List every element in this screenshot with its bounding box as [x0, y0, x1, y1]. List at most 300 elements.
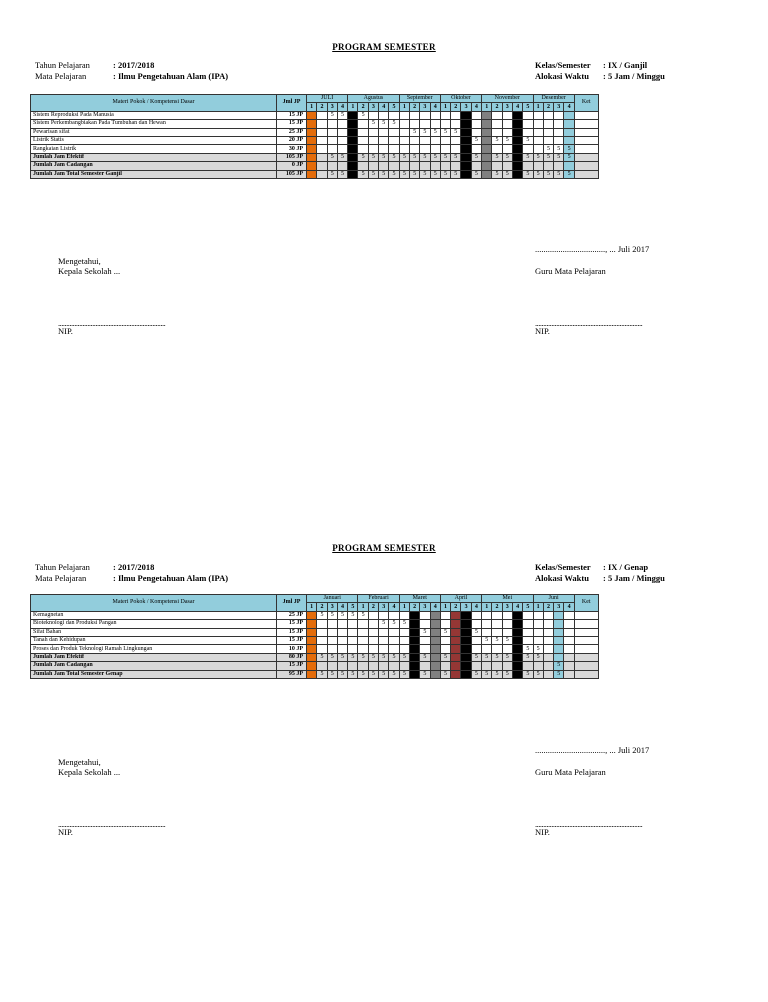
week-cell: 5	[533, 170, 543, 178]
week-cell: 5	[533, 153, 543, 161]
date-line: ................................., ... Juli 2017	[535, 745, 650, 755]
materi-cell: Jumlah Jam Cadangan	[31, 662, 277, 670]
week-cell: 5	[348, 670, 358, 678]
jp-cell: 15 JP	[277, 111, 307, 119]
week-cell	[471, 611, 481, 619]
week-cell	[533, 636, 543, 644]
week-cell	[564, 636, 574, 644]
week-cell	[348, 645, 358, 653]
materi-cell: Rangkaian Listrik	[31, 145, 277, 153]
month-header: Maret	[399, 595, 440, 603]
nip-right: NIP.	[535, 827, 550, 837]
week-cell	[502, 620, 512, 628]
week-cell	[533, 628, 543, 636]
week-cell	[554, 645, 564, 653]
week-cell	[440, 611, 450, 619]
week-cell	[389, 636, 399, 644]
week-cell	[307, 628, 317, 636]
ket-cell	[574, 645, 598, 653]
month-header: Februari	[358, 595, 399, 603]
week-cell	[523, 662, 533, 670]
week-cell	[461, 611, 471, 619]
week-cell	[502, 645, 512, 653]
week-cell	[420, 636, 430, 644]
week-cell: 5	[502, 153, 512, 161]
week-cell	[420, 620, 430, 628]
week-header: 2	[492, 603, 502, 611]
week-cell	[482, 620, 492, 628]
week-cell	[420, 645, 430, 653]
week-cell: 5	[368, 670, 378, 678]
jp-cell: 25 JP	[277, 611, 307, 619]
week-cell	[533, 611, 543, 619]
week-cell	[337, 636, 347, 644]
week-cell: 5	[543, 170, 553, 178]
week-cell: 5	[502, 670, 512, 678]
week-cell	[368, 645, 378, 653]
week-cell: 5	[564, 170, 574, 178]
week-cell: 5	[430, 153, 440, 161]
week-cell	[348, 628, 358, 636]
head-ket: Ket	[574, 95, 598, 112]
alokasi-label: Alokasi Waktu	[535, 573, 589, 583]
week-cell: 5	[337, 153, 347, 161]
table-row	[31, 620, 599, 628]
head-ket: Ket	[574, 595, 598, 612]
week-cell: 5	[502, 136, 512, 144]
week-cell	[471, 645, 481, 653]
week-cell: 5	[337, 653, 347, 661]
week-cell	[492, 628, 502, 636]
nip-left: NIP.	[58, 326, 73, 336]
week-cell	[440, 645, 450, 653]
head-materi: Materi Pokok / Kompetensi Dasar	[31, 595, 277, 612]
week-header: 3	[554, 103, 564, 111]
week-cell	[358, 662, 368, 670]
week-cell: 5	[420, 128, 430, 136]
week-cell	[451, 628, 461, 636]
week-cell	[543, 611, 553, 619]
jp-cell: 80 JP	[277, 653, 307, 661]
week-header: 2	[358, 103, 368, 111]
week-cell	[409, 645, 419, 653]
week-cell: 5	[337, 170, 347, 178]
head-jp: Jml JP	[277, 595, 307, 612]
alokasi-value: : 5 Jam / Minggu	[603, 71, 665, 81]
week-header: 3	[327, 103, 337, 111]
mengetahui-label: Mengetahui,	[58, 757, 101, 767]
week-cell: 5	[409, 128, 419, 136]
jp-cell: 105 JP	[277, 153, 307, 161]
week-cell	[440, 662, 450, 670]
week-cell	[368, 662, 378, 670]
week-cell	[502, 611, 512, 619]
jp-cell: 25 JP	[277, 128, 307, 136]
week-cell	[440, 620, 450, 628]
week-cell: 5	[440, 170, 450, 178]
week-cell: 5	[368, 120, 378, 128]
week-cell	[461, 670, 471, 678]
week-cell: 5	[399, 153, 409, 161]
head-materi: Materi Pokok / Kompetensi Dasar	[31, 95, 277, 112]
week-cell	[389, 662, 399, 670]
week-cell	[512, 636, 522, 644]
week-header: 4	[389, 603, 399, 611]
week-cell	[327, 662, 337, 670]
week-cell	[451, 611, 461, 619]
week-cell: 5	[533, 670, 543, 678]
week-cell	[564, 611, 574, 619]
week-cell	[543, 636, 553, 644]
week-cell: 5	[482, 653, 492, 661]
week-header: 2	[543, 603, 553, 611]
week-header: 4	[379, 103, 389, 111]
week-cell	[554, 636, 564, 644]
week-cell	[564, 620, 574, 628]
materi-cell: Jumlah Jam Efektif	[31, 153, 277, 161]
week-cell: 5	[554, 145, 564, 153]
week-header: 1	[482, 603, 492, 611]
week-cell: 5	[482, 670, 492, 678]
week-header: 4	[564, 603, 574, 611]
week-cell	[379, 645, 389, 653]
week-cell	[368, 628, 378, 636]
week-cell	[409, 653, 419, 661]
mapel-label: Mata Pelajaran	[35, 573, 87, 583]
week-header: 3	[420, 103, 430, 111]
ket-cell	[574, 653, 598, 661]
week-cell	[379, 636, 389, 644]
week-cell: 5	[430, 170, 440, 178]
week-cell	[564, 628, 574, 636]
week-cell	[337, 628, 347, 636]
info-left	[35, 562, 228, 584]
week-cell: 5	[420, 628, 430, 636]
week-cell: 5	[420, 653, 430, 661]
week-cell: 5	[358, 670, 368, 678]
table-row	[31, 662, 599, 670]
materi-cell: Sifat Bahan	[31, 628, 277, 636]
week-cell: 5	[554, 153, 564, 161]
week-cell	[430, 620, 440, 628]
signature-line-right: ..................................................................	[535, 318, 643, 328]
week-cell	[492, 645, 502, 653]
week-cell	[461, 645, 471, 653]
week-cell	[358, 620, 368, 628]
week-header: 3	[461, 603, 471, 611]
week-cell: 5	[430, 128, 440, 136]
week-cell	[307, 670, 317, 678]
week-header: 4	[471, 603, 481, 611]
week-cell	[492, 620, 502, 628]
week-header: 1	[399, 603, 409, 611]
week-cell	[543, 620, 553, 628]
week-cell	[337, 620, 347, 628]
materi-cell: Jumlah Jam Cadangan	[31, 162, 277, 170]
week-cell: 5	[317, 653, 327, 661]
week-cell	[523, 628, 533, 636]
week-cell: 5	[379, 670, 389, 678]
week-header: 2	[317, 603, 327, 611]
signature-line-right: ..................................................................	[535, 819, 643, 829]
week-cell	[451, 653, 461, 661]
week-cell	[368, 620, 378, 628]
table-row	[31, 636, 599, 644]
jp-cell: 30 JP	[277, 145, 307, 153]
program-table	[30, 594, 599, 679]
nip-left: NIP.	[58, 827, 73, 837]
week-cell	[523, 636, 533, 644]
week-cell: 5	[389, 620, 399, 628]
week-cell: 5	[409, 153, 419, 161]
week-cell: 5	[492, 670, 502, 678]
week-cell: 5	[348, 611, 358, 619]
kelas-value: : IX / Genap	[603, 562, 649, 572]
table-row	[31, 670, 599, 678]
mapel-value: : Ilmu Pengetahuan Alam (IPA)	[113, 573, 229, 583]
week-cell	[543, 645, 553, 653]
week-header: 1	[533, 103, 543, 111]
week-cell: 5	[533, 645, 543, 653]
week-cell	[543, 670, 553, 678]
week-cell: 5	[368, 153, 378, 161]
week-header: 2	[409, 603, 419, 611]
week-cell: 5	[471, 653, 481, 661]
jp-cell: 20 JP	[277, 136, 307, 144]
week-cell: 5	[523, 670, 533, 678]
week-header: 4	[337, 103, 347, 111]
week-cell	[512, 620, 522, 628]
jp-cell: 0 JP	[277, 162, 307, 170]
week-cell: 5	[523, 153, 533, 161]
week-cell	[409, 628, 419, 636]
week-cell	[379, 662, 389, 670]
nip-right: NIP.	[535, 326, 550, 336]
week-cell: 5	[368, 170, 378, 178]
week-cell	[430, 628, 440, 636]
week-cell: 5	[451, 128, 461, 136]
week-cell: 5	[471, 628, 481, 636]
week-cell	[389, 645, 399, 653]
jp-cell: 15 JP	[277, 662, 307, 670]
table-row	[31, 645, 599, 653]
week-header: 2	[368, 603, 378, 611]
week-cell: 5	[358, 153, 368, 161]
table-row	[31, 653, 599, 661]
week-cell	[482, 662, 492, 670]
week-header: 3	[554, 603, 564, 611]
week-header: 1	[358, 603, 368, 611]
jp-cell: 105 JP	[277, 170, 307, 178]
materi-cell: Bioteknologi dan Produksi Pangan	[31, 620, 277, 628]
week-cell	[430, 670, 440, 678]
tahun-value: : 2017/2018	[113, 562, 155, 572]
materi-cell: Tanah dan Kehidupan	[31, 636, 277, 644]
week-header: 3	[327, 603, 337, 611]
week-cell	[564, 645, 574, 653]
week-header: 4	[430, 103, 440, 111]
kelas-label: Kelas/Semester	[535, 562, 591, 572]
materi-cell: Proses dan Produk Teknologi Ramah Lingkungan	[31, 645, 277, 653]
tahun-value: : 2017/2018	[113, 60, 155, 70]
week-cell	[523, 620, 533, 628]
week-cell: 5	[471, 670, 481, 678]
ket-cell	[574, 670, 598, 678]
week-cell	[307, 636, 317, 644]
week-header: 2	[451, 103, 461, 111]
week-cell: 5	[337, 670, 347, 678]
week-cell	[471, 662, 481, 670]
date-line: ................................., ... Juli 2017	[535, 244, 650, 254]
guru-label: Guru Mata Pelajaran	[535, 266, 606, 276]
week-cell: 5	[317, 670, 327, 678]
materi-cell: Jumlah Jam Total Semester Genap	[31, 670, 277, 678]
week-cell	[492, 611, 502, 619]
week-cell: 5	[451, 153, 461, 161]
week-cell: 5	[523, 645, 533, 653]
week-cell: 5	[389, 153, 399, 161]
week-cell	[512, 653, 522, 661]
week-header: 4	[512, 103, 522, 111]
week-cell: 5	[379, 153, 389, 161]
week-cell	[512, 611, 522, 619]
info-right	[535, 562, 665, 584]
week-cell	[317, 662, 327, 670]
week-cell	[564, 653, 574, 661]
week-cell	[358, 628, 368, 636]
week-cell	[307, 611, 317, 619]
week-header: 4	[337, 603, 347, 611]
week-cell: 5	[389, 670, 399, 678]
week-header: 4	[512, 603, 522, 611]
head-jp: Jml JP	[277, 95, 307, 112]
week-cell: 5	[399, 170, 409, 178]
week-cell	[533, 662, 543, 670]
week-cell	[471, 620, 481, 628]
jp-cell: 95 JP	[277, 670, 307, 678]
materi-cell: Kemagnetan	[31, 611, 277, 619]
week-header: 2	[409, 103, 419, 111]
week-cell	[379, 628, 389, 636]
week-cell	[430, 645, 440, 653]
week-cell	[399, 628, 409, 636]
week-cell	[523, 611, 533, 619]
week-cell	[430, 653, 440, 661]
week-cell: 5	[327, 111, 337, 119]
week-header: 5	[523, 103, 533, 111]
week-header: 1	[440, 103, 450, 111]
signature-line-left: ..................................................................	[58, 819, 166, 829]
week-cell	[512, 645, 522, 653]
week-cell	[471, 636, 481, 644]
week-cell: 5	[358, 170, 368, 178]
month-header: Desember	[533, 95, 574, 103]
week-cell: 5	[358, 611, 368, 619]
month-header: April	[440, 595, 481, 603]
week-cell: 5	[440, 628, 450, 636]
week-cell	[389, 628, 399, 636]
week-cell	[317, 636, 327, 644]
week-cell	[502, 628, 512, 636]
week-header: 2	[543, 103, 553, 111]
week-cell: 5	[327, 153, 337, 161]
week-cell: 5	[399, 620, 409, 628]
week-cell: 5	[523, 653, 533, 661]
week-header: 1	[440, 603, 450, 611]
ket-cell	[574, 636, 598, 644]
signature-line-left: ..................................................................	[58, 318, 166, 328]
week-cell: 5	[379, 170, 389, 178]
week-cell: 5	[327, 653, 337, 661]
week-cell: 5	[471, 153, 481, 161]
week-cell: 5	[440, 128, 450, 136]
mapel-value: : Ilmu Pengetahuan Alam (IPA)	[113, 71, 229, 81]
week-cell: 5	[420, 670, 430, 678]
week-cell	[512, 628, 522, 636]
week-cell: 5	[399, 653, 409, 661]
week-cell	[543, 628, 553, 636]
week-cell: 5	[492, 636, 502, 644]
week-cell	[430, 662, 440, 670]
week-cell	[482, 645, 492, 653]
week-header: 2	[492, 103, 502, 111]
week-cell: 5	[368, 653, 378, 661]
materi-cell: Pewarisan sifat	[31, 128, 277, 136]
week-cell: 5	[543, 145, 553, 153]
materi-cell: Sistem Perkembangbiakan Pada Tumbuhan dan Hewan	[31, 120, 277, 128]
week-cell: 5	[409, 170, 419, 178]
week-cell	[327, 645, 337, 653]
week-cell	[317, 628, 327, 636]
week-cell	[502, 662, 512, 670]
week-cell: 5	[379, 120, 389, 128]
week-cell	[451, 670, 461, 678]
jp-cell: 15 JP	[277, 620, 307, 628]
mengetahui-label: Mengetahui,	[58, 256, 101, 266]
week-cell: 5	[337, 611, 347, 619]
week-cell	[409, 611, 419, 619]
jp-cell: 10 JP	[277, 645, 307, 653]
week-cell	[399, 662, 409, 670]
week-cell: 5	[389, 170, 399, 178]
week-header: 3	[379, 603, 389, 611]
week-cell	[358, 645, 368, 653]
week-cell	[430, 611, 440, 619]
week-cell: 5	[327, 611, 337, 619]
week-cell	[512, 670, 522, 678]
week-cell	[348, 636, 358, 644]
week-cell	[461, 636, 471, 644]
week-cell: 5	[420, 153, 430, 161]
week-cell	[307, 620, 317, 628]
week-cell	[409, 662, 419, 670]
month-header: JULI	[307, 95, 348, 103]
week-cell	[337, 662, 347, 670]
week-cell: 5	[358, 653, 368, 661]
week-cell: 5	[564, 153, 574, 161]
week-cell: 5	[492, 136, 502, 144]
week-header: 2	[451, 603, 461, 611]
week-cell	[420, 662, 430, 670]
materi-cell: Jumlah Jam Total Semester Ganjil	[31, 170, 277, 178]
week-header: 1	[482, 103, 492, 111]
kepsek-label: Kepala Sekolah ...	[58, 266, 121, 276]
week-cell	[554, 628, 564, 636]
materi-cell: Listrik Statis	[31, 136, 277, 144]
week-cell	[461, 662, 471, 670]
week-cell	[461, 628, 471, 636]
week-cell	[317, 645, 327, 653]
